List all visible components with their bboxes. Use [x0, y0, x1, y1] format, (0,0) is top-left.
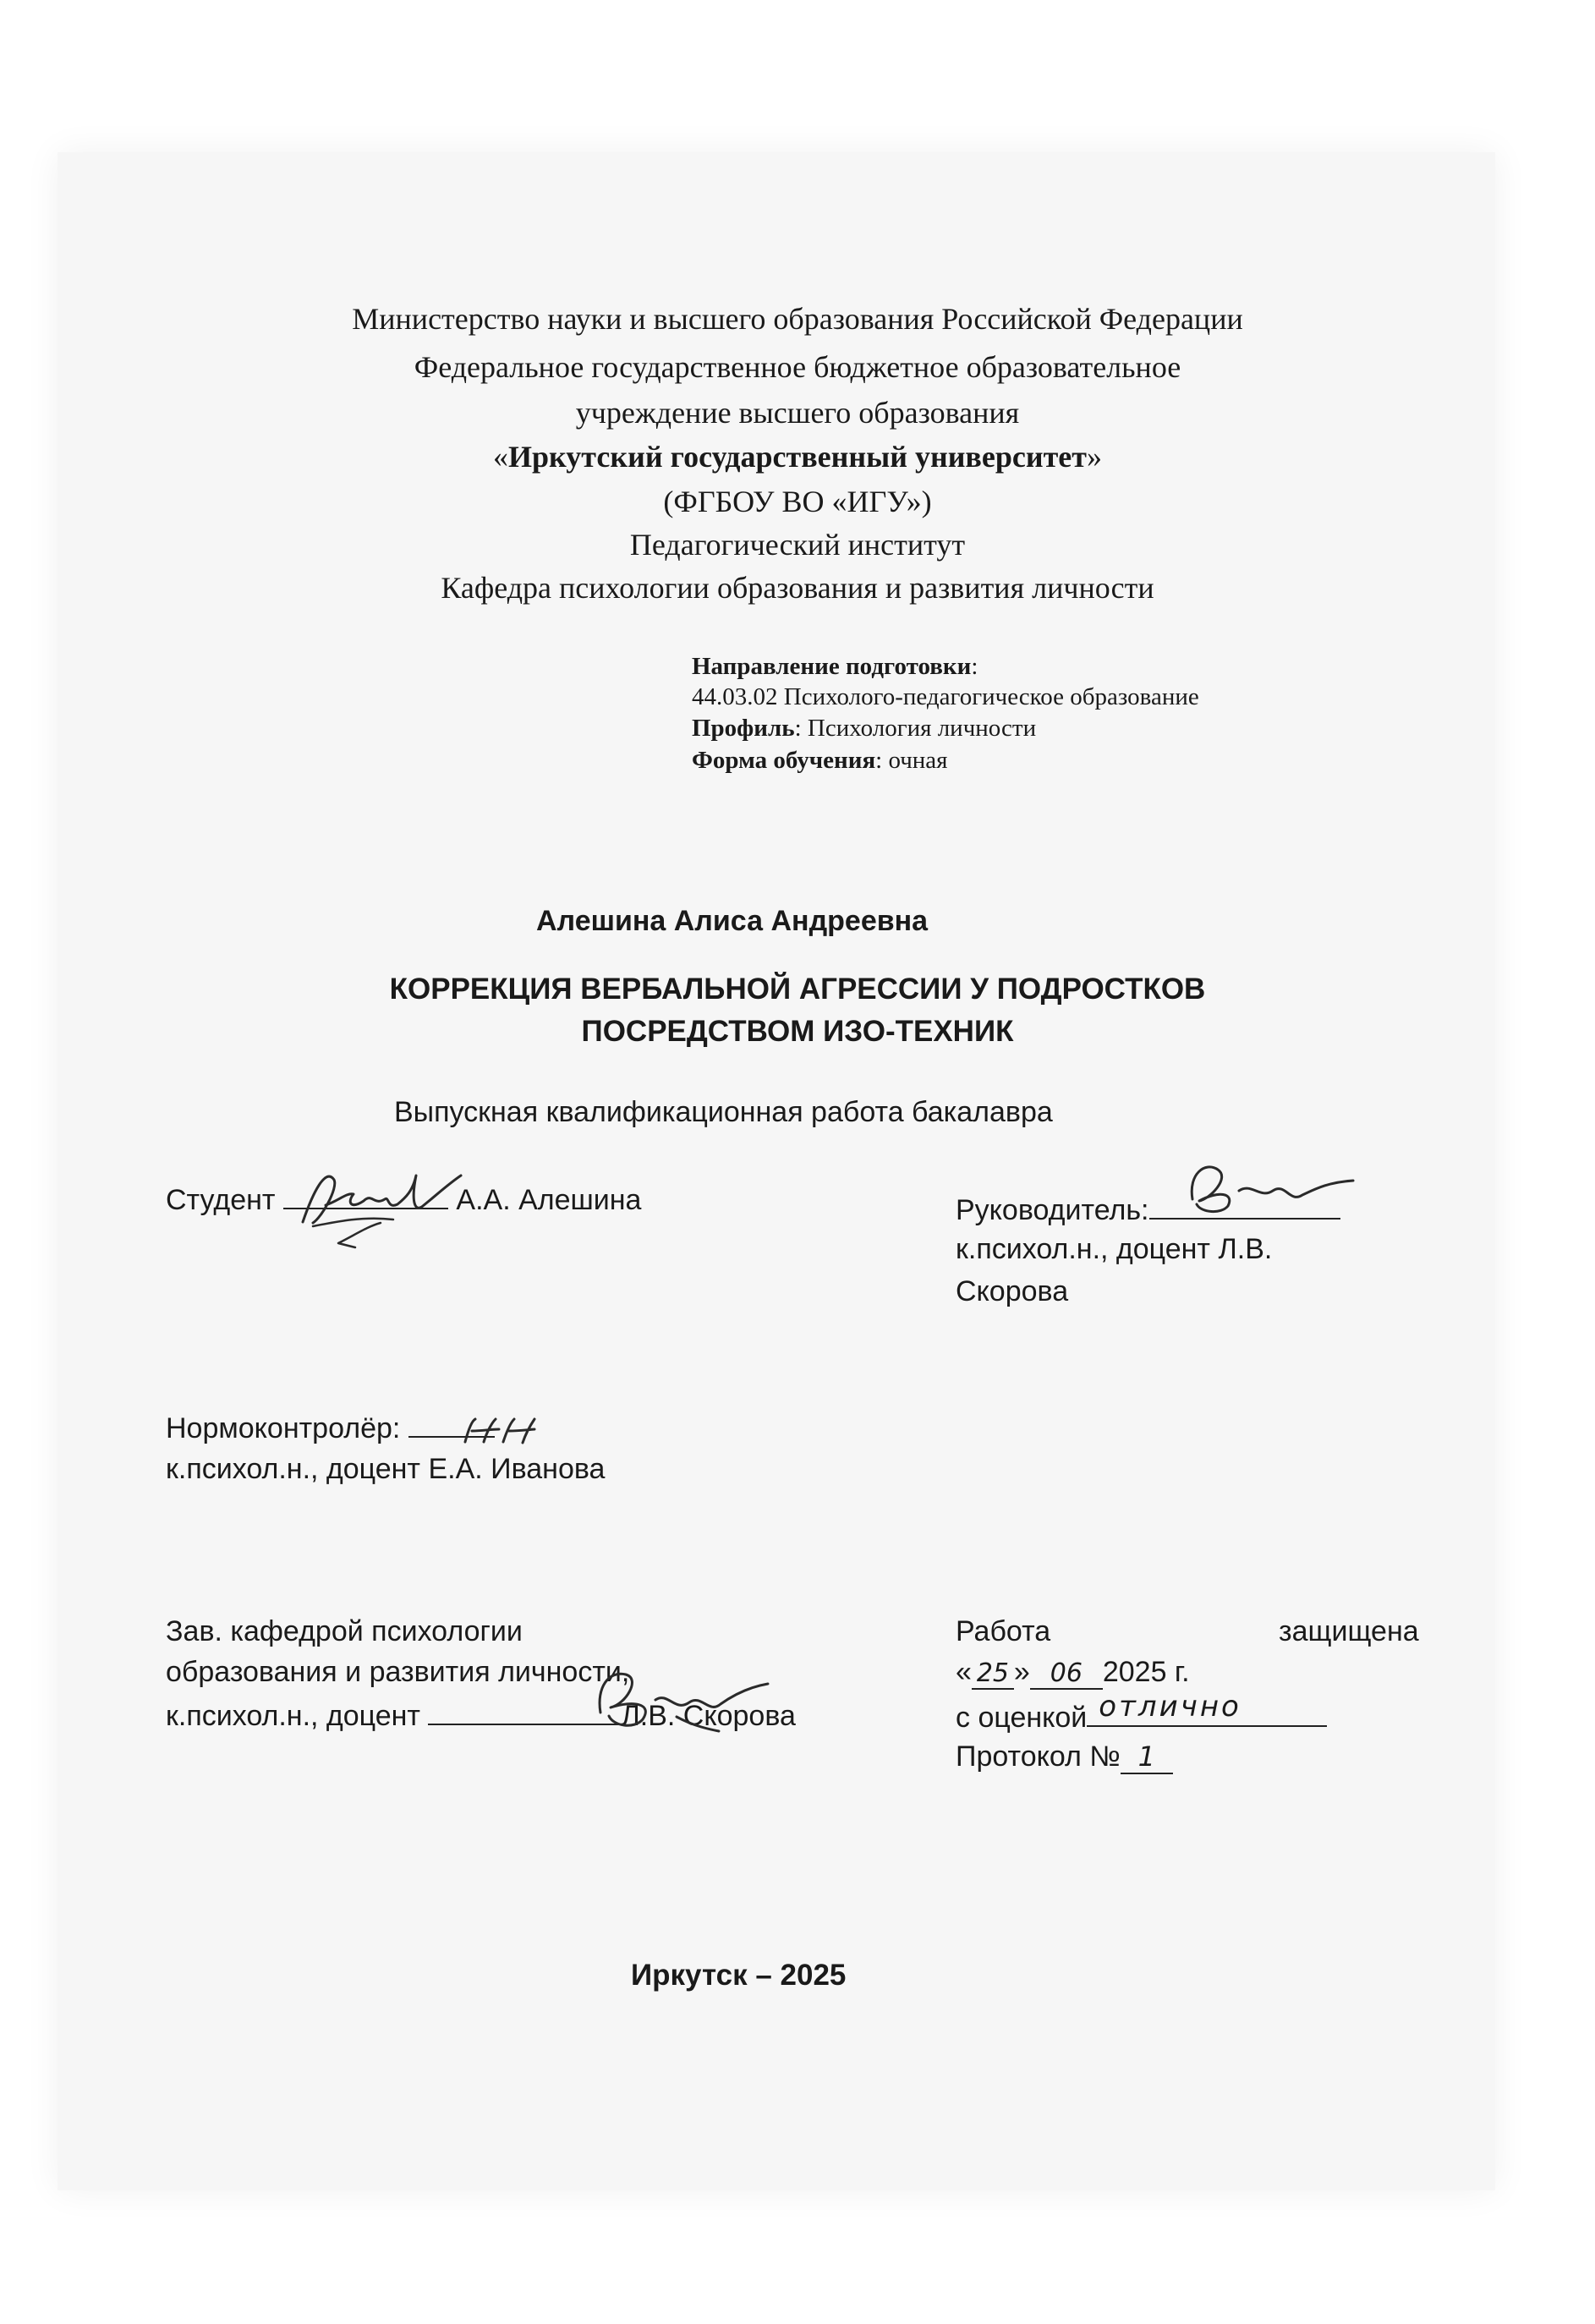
head-line-1: Зав. кафедрой психологии	[166, 1615, 523, 1647]
form-value: : очная	[875, 747, 948, 774]
date-quote-open: «	[956, 1656, 972, 1688]
university-quote-close: »	[1086, 440, 1102, 474]
department-name: Кафедра психологии образования и развития личности	[441, 571, 1154, 605]
university-abbreviation: (ФГБОУ ВО «ИГУ»)	[663, 485, 932, 518]
normocontrol-label: Нормоконтролёр:	[166, 1412, 401, 1444]
university-name: Иркутский государственный университет	[508, 440, 1087, 474]
student-label: Студент	[166, 1184, 276, 1216]
author-name: Алешина Алиса Андреевна	[536, 905, 929, 937]
protocol-number: 1	[1121, 1740, 1173, 1774]
normocontrol-signature	[457, 1412, 550, 1455]
defense-month: 06	[1030, 1658, 1103, 1690]
ministry-line: Министерство науки и высшего образования Российской Федерации	[352, 302, 1243, 336]
university-line	[0, 439, 1595, 474]
supervisor-signature	[1159, 1157, 1362, 1225]
direction-label: Направление подготовки	[692, 653, 972, 680]
head-name: Л.В. Скорова	[621, 1700, 796, 1732]
defense-grade-line	[956, 1690, 1327, 1735]
defense-word-2: защищена	[1279, 1615, 1419, 1647]
supervisor-label: Руководитель:	[956, 1194, 1149, 1226]
defense-date	[956, 1656, 1190, 1690]
normocontrol-line	[166, 1411, 495, 1445]
student-signature	[288, 1142, 482, 1269]
supervisor-name: Скорова	[956, 1275, 1069, 1307]
work-type: Выпускная квалификационная работа бакалавра	[394, 1096, 1053, 1128]
head-line-2: образования и развития личности,	[166, 1656, 630, 1688]
defense-year: 2025 г.	[1102, 1656, 1190, 1688]
head-signature	[575, 1653, 778, 1738]
direction-colon: :	[971, 653, 978, 680]
defense-word-1: Работа	[956, 1615, 1051, 1647]
form-line	[692, 747, 948, 775]
grade-handwritten: отлично	[1099, 1690, 1241, 1724]
student-name: А.А. Алешина	[456, 1184, 642, 1216]
university-quote-open: «	[493, 440, 509, 474]
thesis-title-line-2: ПОСРЕДСТВОМ ИЗО-ТЕХНИК	[581, 1015, 1014, 1048]
form-label: Форма обучения	[692, 747, 876, 774]
institution-line-1: Федеральное государственное бюджетное образовательное	[414, 350, 1181, 384]
normocontrol-person: к.психол.н., доцент Е.А. Иванова	[166, 1453, 606, 1485]
profile-line	[692, 715, 1036, 743]
thesis-title-line-1: КОРРЕКЦИЯ ВЕРБАЛЬНОЙ АГРЕССИИ У ПОДРОСТКОВ	[389, 973, 1206, 1006]
profile-label: Профиль	[692, 715, 795, 742]
direction-value: 44.03.02 Психолого-педагогическое образование	[692, 683, 1199, 710]
defense-day: 25	[972, 1658, 1014, 1690]
date-quote-close: »	[1013, 1656, 1030, 1688]
supervisor-degree: к.психол.н., доцент Л.В.	[956, 1233, 1273, 1265]
head-degree: к.психол.н., доцент	[166, 1700, 421, 1732]
grade-line	[1087, 1690, 1327, 1727]
profile-value: : Психология личности	[794, 715, 1037, 742]
direction-label-line	[692, 653, 978, 681]
institution-line-2: учреждение высшего образования	[575, 396, 1020, 430]
grade-label: с оценкой	[956, 1702, 1088, 1734]
city-year: Иркутск – 2025	[631, 1959, 847, 1992]
protocol-label: Протокол №	[956, 1740, 1121, 1773]
protocol-line	[956, 1740, 1173, 1774]
institute-name: Педагогический институт	[629, 528, 966, 562]
